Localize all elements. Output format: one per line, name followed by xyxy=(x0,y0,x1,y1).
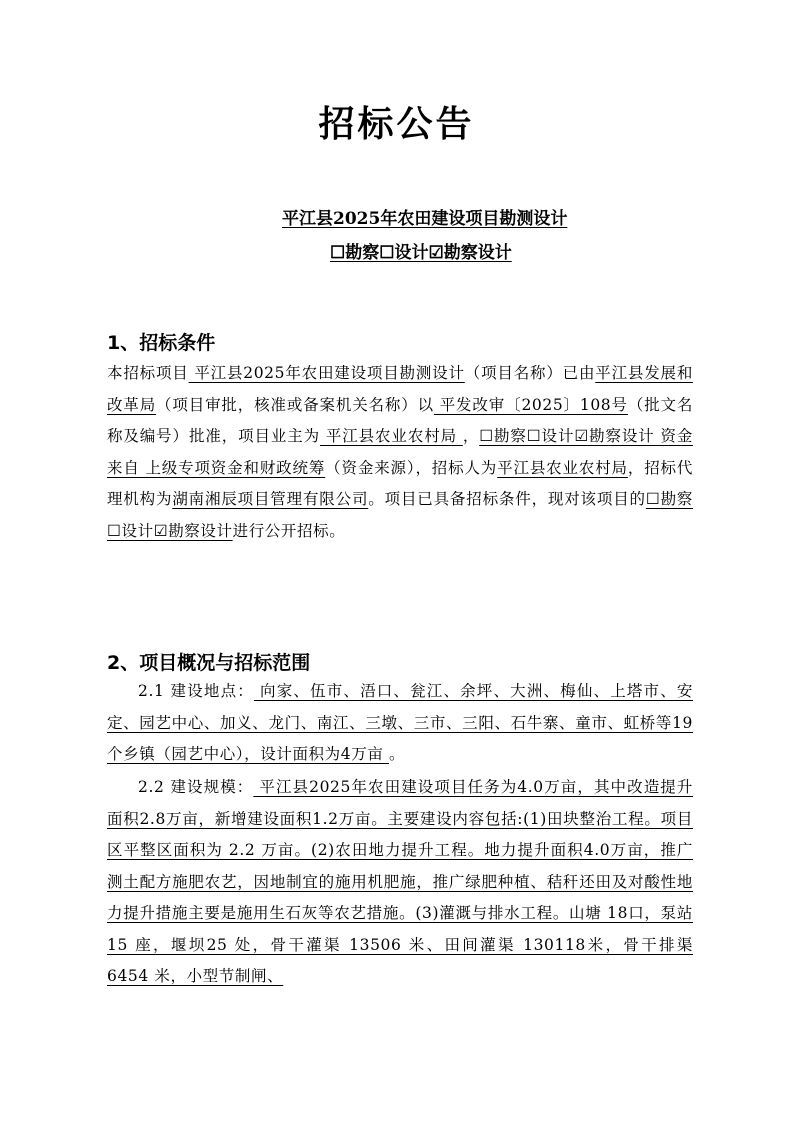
scale-field: 平江县2025年农田建设项目任务为4.0万亩，其中改造提升面积2.8万亩，新增建设面积1.2万亩。主要建设内容包括:(1)田块整治工程。项目区平整区面积为 2.2 万亩。(2)农田地力提升工程。地力提升面积4.0万亩，推广测土配方施肥农艺，因地制宜的施用机肥施，推广绿肥种植、秸秆还田及对酸性地力提升措施主要是施用生石灰等农艺措施。(3)灌溉与排水工程。山塘 18口，泵站15 座，堰坝25 处，骨干灌渠 13506 米、田间灌渠 130118米，骨干排渠 6454 米，小型节制闸、 xyxy=(107,778,693,985)
bid-conditions-paragraph xyxy=(107,358,693,547)
funding-source-field: ☐勘察☐设计☑勘察设计 资金来自 上级专项资金和财政统筹 xyxy=(107,427,693,477)
location-label: 2.1 建设地点： xyxy=(138,682,254,700)
construction-location-paragraph xyxy=(107,676,693,771)
project-type-subtitle: ☐勘察☐设计☑勘察设计 xyxy=(330,243,512,263)
text-segment: 。项目已具备招标条件，现对该项目的 xyxy=(368,490,646,508)
location-field: 向家、伍市、浯口、瓮江、余坪、大洲、梅仙、上塔市、安定、园艺中心、加义、龙门、南江、三墩、三市、三阳、石牛寨、童市、虹桥等19个乡镇（园艺中心），设计面积为4万亩 xyxy=(107,682,693,763)
agency-field: 湖南湘辰项目管理有限公司 xyxy=(172,490,369,508)
text-segment: 。 xyxy=(388,745,406,763)
project-name-subtitle: 平江县2025年农田建设项目勘测设计 xyxy=(282,209,568,229)
section-heading-bid-conditions: 1、招标条件 xyxy=(107,332,216,354)
text-segment: 进行公开招标。 xyxy=(232,521,346,540)
text-segment: （项目审批，核准或备案机关名称）以 xyxy=(156,395,434,414)
text-segment: ， xyxy=(462,427,480,445)
text-segment: （批文名称及编号）批准，项目业主为 xyxy=(107,395,693,445)
text-segment: 本招标项目 xyxy=(107,364,189,382)
text-segment: ，招标代理机构为 xyxy=(107,458,693,508)
approval-authority-field: 平江县发展和改革局 xyxy=(107,364,693,414)
page-title: 招标公告 xyxy=(318,104,475,145)
construction-scale-paragraph xyxy=(107,772,693,993)
project-name-field: 平江县2025年农田建设项目勘测设计 xyxy=(188,364,465,382)
tenderer-field: 平江县农业农村局 xyxy=(497,458,628,477)
scale-label: 2.2 建设规模： xyxy=(138,778,254,796)
project-owner-field: 平江县农业农村局 xyxy=(320,427,463,445)
section-heading-project-overview: 2、项目概况与招标范围 xyxy=(107,652,311,674)
text-segment: （项目名称）已由 xyxy=(464,364,596,382)
approval-document-field: 平发改审〔2025〕108号 xyxy=(433,395,628,414)
bid-scope-field: ☐勘察☐设计☑勘察设计 xyxy=(107,490,694,540)
text-segment: （资金来源），招标人为 xyxy=(325,458,498,477)
